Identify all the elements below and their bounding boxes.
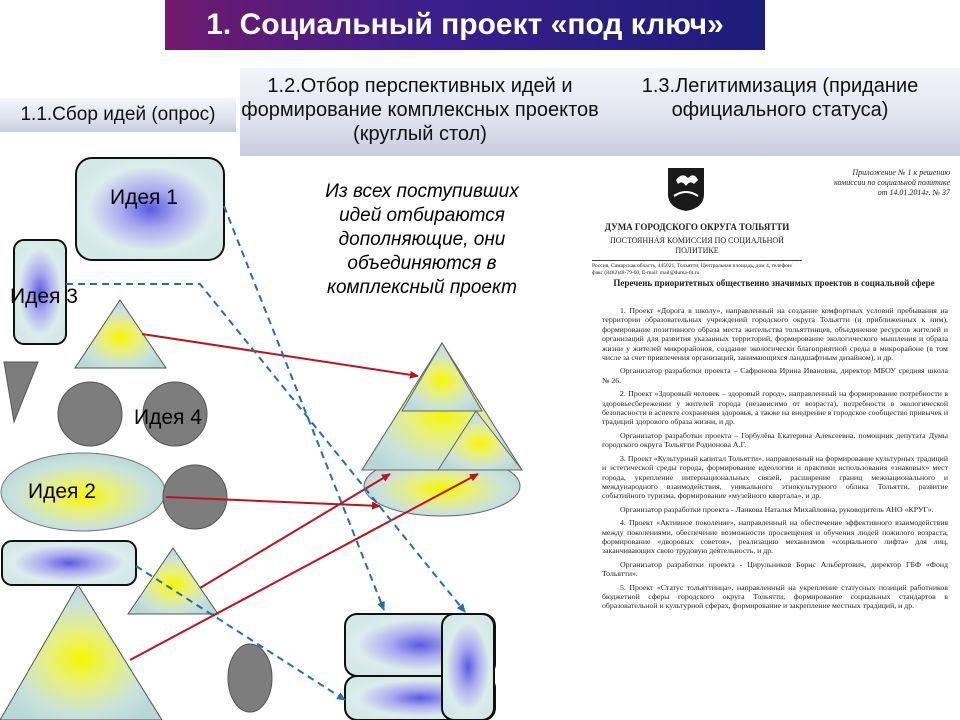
selection-note: Из всех поступивших идей отбираются дополняющие, они объединяются в комплексный проект: [325, 181, 519, 298]
combined-rectangles: [345, 614, 495, 720]
idea-3-label: Идея 3: [10, 285, 78, 308]
official-document: [592, 160, 956, 716]
coat-of-arms-icon: [666, 166, 706, 212]
document-org: ДУМА ГОРОДСКОГО ОКРУГА ТОЛЬЯТТИ: [604, 222, 790, 232]
document-address: Россия, Самарская область, 445021, Тольятти, Центральная площадь, дом 4, телефон/факс (8482)48-79-60, E-mail: mail@duma-tlt.ru: [592, 260, 802, 277]
combined-pyramid: [362, 343, 522, 516]
document-body: [602, 306, 948, 615]
small-triangle-1: [75, 300, 166, 368]
document-paragraph: 5. Проект «Статус тольяттинца», направленный на укрепление статусных позиций работников бюджетной сферы городского округа Тольятти, формирование социальных стандартов в образовательной и культурной сферах, формирование и закрепление местных традиций, и др.: [602, 582, 948, 611]
slide-title: 1. Социальный проект «под ключ»: [165, 0, 765, 50]
step-3-header: 1.3.Легитимизация (придание официального статуса): [600, 68, 960, 156]
document-paragraph: 3. Проект «Культурный капитал Тольятти», направленный на формирование культурных традиций и эстетической среды города, формирование идеологии и практики использования «знаковых» мест города, укрепление интернациональных связей, расширение границ межнационального и международного взаимодействия, уникального этнокультурного облика Тольятти, развитие событийного туризма, формирование «музейного квартала», и др.: [602, 453, 948, 501]
document-heading: Перечень приоритетных общественно значимых проектов в социальной сфере: [613, 278, 935, 288]
document-paragraph: Организатор разработки проекта – Горбулёва Екатерина Алексеевна, помощник депутата Думы городского округа Тольятти Родионова А.Г.: [602, 430, 948, 450]
gray-circle-1: [58, 382, 122, 446]
red-arrow-1: [142, 334, 418, 376]
small-triangle-2: [128, 548, 218, 614]
document-paragraph: Организатор разработки проекта – Сафронова Ирина Ивановна, директор МБОУ средняя школа № 26.: [602, 366, 948, 385]
document-paragraph: 2. Проект «Здоровый человек – здоровый город», направленный на формирование потребности в здоровьесбережении у жителей города (независимо от возраста), потребности в экологической безопасности в аспекте сохранения здоровья, а также на внедрение в городское сообщество привычек и традиций здорового образа жизни, и др.: [602, 389, 948, 427]
document-paragraph: 4. Проект «Активное поколение», направленный на обеспечение эффективного взаимодействия между поколениями, обеспечение возможности просвещения и обучения людей пожилого возраста, формирование «дворовых советов», реализацию механизмов «социального лифта» для лиц, заканчивающих свою трудовую деятельность, и др.: [602, 518, 948, 556]
idea-4-label: Идея 4: [134, 406, 202, 429]
gray-down-triangle: [4, 362, 38, 422]
document-paragraph: Организатор разработки проекта - Цирульников Борис Альбертович, директор ГБФ «Фонд Тольятти».: [602, 559, 948, 579]
idea-2-label: Идея 2: [28, 480, 96, 503]
document-paragraph: 1. Проект «Дорога в школу», направленный на создание комфортных условий пребывания на территории образовательных учреждений городского округа Тольятти (и приближенных к ним), формирование позитивного образа места жительства тольяттинцев, объединение ресурсов жителей и организаций для развития указанных территорий, формирование экологического мышления и образа жизни у жителей микрорайонов, создание экологически благоприятной среды в микрорайоне (в том числе за счет привлечения организаций, занимающихся ландшафтным дизайном), и др.: [602, 306, 948, 363]
step-1-header: 1.1.Сбор идей (опрос): [0, 98, 236, 132]
document-paragraph: Организатор разработки проекта - Ланкова Наталья Михайловна, руководитель АНО «КРУГ».: [620, 504, 934, 514]
blue-rounded-rect: [2, 541, 136, 585]
step-2-header: 1.2.Отбор перспективных идей и формирование комплексных проектов (круглый стол): [240, 68, 600, 156]
appendix-note: Приложение № 1 к решению комиссии по социальной политике от 14.01.2014г. № 37: [834, 168, 950, 197]
gray-oval: [228, 644, 272, 712]
idea-1-label: Идея 1: [110, 186, 178, 209]
document-commission: ПОСТОЯННАЯ КОМИССИЯ ПО СОЦИАЛЬНОЙ ПОЛИТИКЕ: [610, 236, 784, 255]
